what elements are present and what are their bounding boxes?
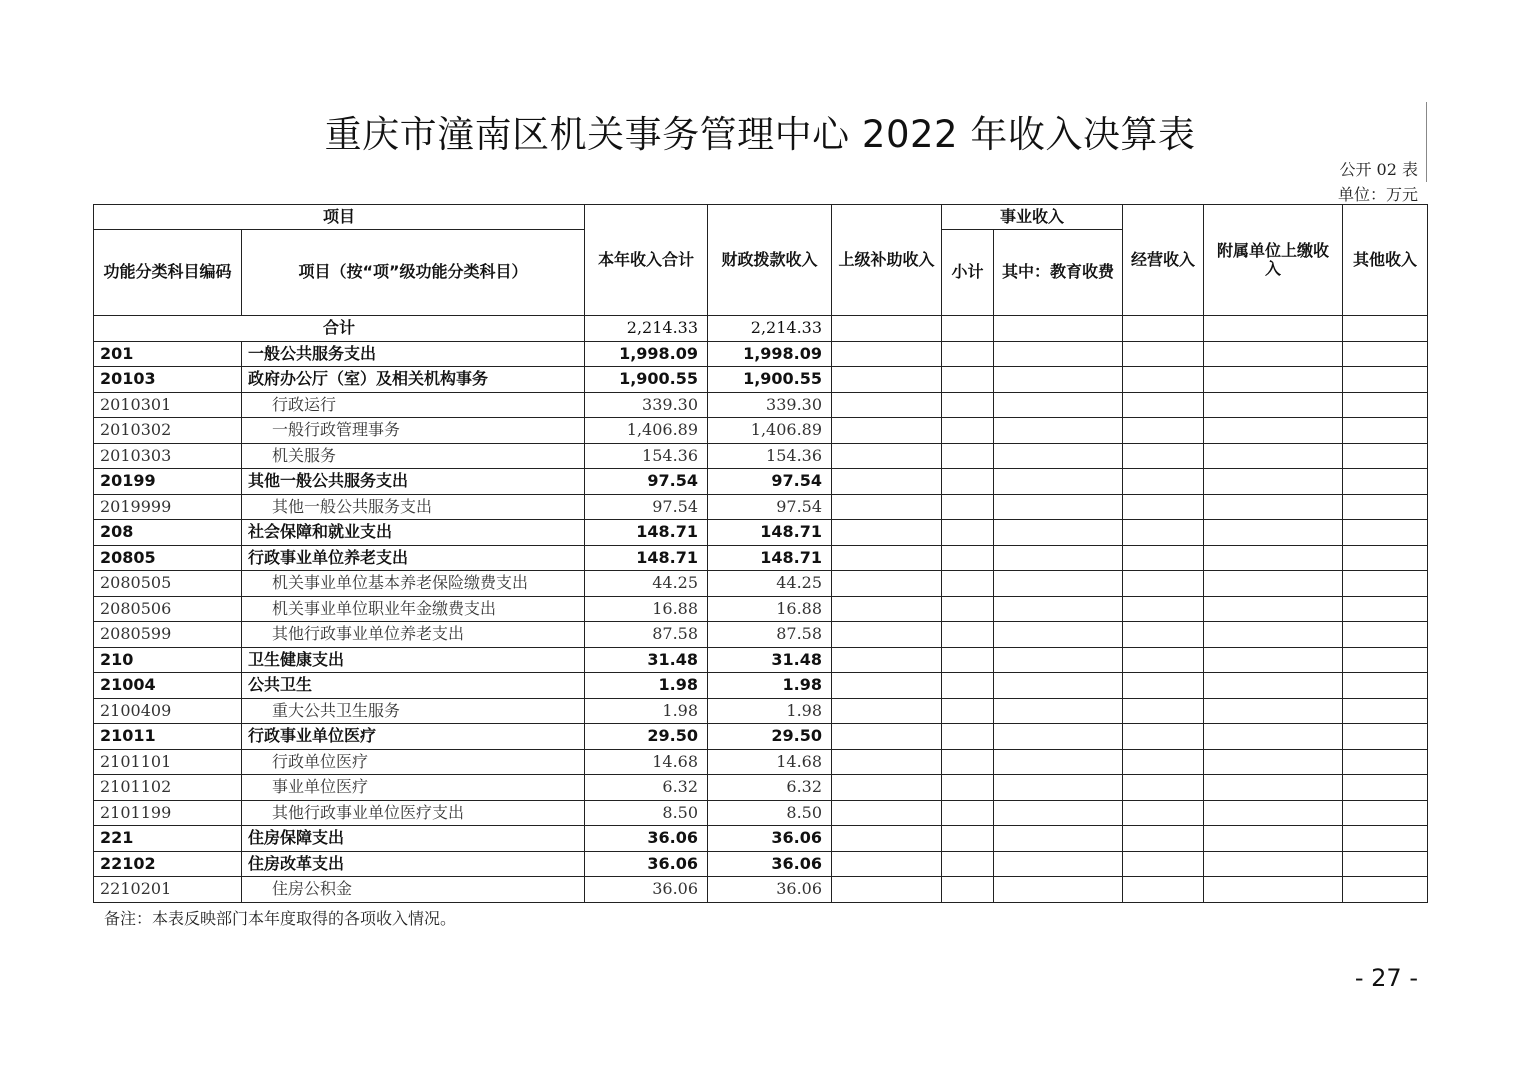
row-name: 行政事业单位养老支出 <box>242 545 585 571</box>
footnote: 备注：本表反映部门本年度取得的各项收入情况。 <box>104 909 457 928</box>
table-row <box>94 418 1428 444</box>
empty-cell <box>1343 826 1428 852</box>
row-total: 97.54 <box>585 469 708 495</box>
row-name: 住房保障支出 <box>242 826 585 852</box>
empty-cell <box>942 571 994 597</box>
header-affiliated: 附属单位上缴收入 <box>1204 205 1343 316</box>
empty-cell <box>994 800 1123 826</box>
empty-cell <box>1204 571 1343 597</box>
row-total: 16.88 <box>585 596 708 622</box>
row-total: 44.25 <box>585 571 708 597</box>
row-fiscal: 44.25 <box>708 571 832 597</box>
empty-cell <box>994 443 1123 469</box>
row-fiscal: 36.06 <box>708 851 832 877</box>
row-fiscal: 97.54 <box>708 494 832 520</box>
empty-cell <box>994 520 1123 546</box>
empty-cell <box>1343 520 1428 546</box>
empty-cell <box>1123 622 1204 648</box>
row-fiscal: 1,900.55 <box>708 367 832 393</box>
row-fiscal: 16.88 <box>708 596 832 622</box>
row-fiscal: 97.54 <box>708 469 832 495</box>
empty-cell <box>1123 775 1204 801</box>
empty-cell <box>994 545 1123 571</box>
row-name: 一般公共服务支出 <box>242 341 585 367</box>
row-total: 1,406.89 <box>585 418 708 444</box>
page-number: - 27 - <box>1354 964 1418 992</box>
empty-cell <box>942 877 994 903</box>
empty-cell <box>942 622 994 648</box>
empty-cell <box>832 826 942 852</box>
row-code: 21004 <box>94 673 242 699</box>
table-row <box>94 367 1428 393</box>
empty-cell <box>1343 749 1428 775</box>
empty-cell <box>942 545 994 571</box>
row-code: 2010302 <box>94 418 242 444</box>
empty-cell <box>1123 698 1204 724</box>
empty-cell <box>1204 698 1343 724</box>
row-total: 154.36 <box>585 443 708 469</box>
row-code: 2019999 <box>94 494 242 520</box>
row-code: 2080505 <box>94 571 242 597</box>
row-fiscal: 14.68 <box>708 749 832 775</box>
row-code: 208 <box>94 520 242 546</box>
empty-cell <box>1123 545 1204 571</box>
empty-cell <box>994 851 1123 877</box>
header-subtotal: 小计 <box>942 230 994 316</box>
empty-cell <box>942 392 994 418</box>
unit-label: 单位：万元 <box>1337 185 1418 204</box>
header-fiscal: 财政拨款收入 <box>708 205 832 316</box>
empty-cell <box>1343 851 1428 877</box>
empty-cell <box>1123 800 1204 826</box>
row-name: 其他一般公共服务支出 <box>242 494 585 520</box>
total-label: 合计 <box>94 316 585 342</box>
empty-cell <box>1343 673 1428 699</box>
empty-cell <box>994 647 1123 673</box>
header-item-group: 项目 <box>94 205 585 230</box>
row-fiscal: 148.71 <box>708 545 832 571</box>
empty-cell <box>994 724 1123 750</box>
empty-cell <box>942 851 994 877</box>
table-row <box>94 622 1428 648</box>
empty-cell <box>832 596 942 622</box>
empty-cell <box>1343 443 1428 469</box>
table-number: 公开 02 表 <box>1339 160 1418 179</box>
row-fiscal: 36.06 <box>708 826 832 852</box>
row-total: 36.06 <box>585 826 708 852</box>
empty-cell <box>1204 851 1343 877</box>
empty-cell <box>942 596 994 622</box>
row-total: 1,998.09 <box>585 341 708 367</box>
row-name: 事业单位医疗 <box>242 775 585 801</box>
empty-cell <box>994 775 1123 801</box>
empty-cell <box>942 418 994 444</box>
empty-cell <box>1123 494 1204 520</box>
table-row <box>94 826 1428 852</box>
empty-cell <box>1123 418 1204 444</box>
empty-cell <box>1343 571 1428 597</box>
row-fiscal: 36.06 <box>708 877 832 903</box>
row-fiscal: 6.32 <box>708 775 832 801</box>
row-name: 其他一般公共服务支出 <box>242 469 585 495</box>
row-name: 重大公共卫生服务 <box>242 698 585 724</box>
empty-cell <box>994 749 1123 775</box>
table-row <box>94 851 1428 877</box>
row-fiscal: 29.50 <box>708 724 832 750</box>
income-table <box>93 204 1428 903</box>
empty-cell <box>994 571 1123 597</box>
empty-cell <box>1343 800 1428 826</box>
empty-cell <box>832 724 942 750</box>
page-title: 重庆市潼南区机关事务管理中心 2022 年收入决算表 <box>324 113 1196 156</box>
empty-cell <box>1204 494 1343 520</box>
table-row <box>94 443 1428 469</box>
empty-cell <box>1123 724 1204 750</box>
row-fiscal: 148.71 <box>708 520 832 546</box>
empty-cell <box>832 469 942 495</box>
empty-cell <box>1343 469 1428 495</box>
empty-cell <box>994 494 1123 520</box>
row-code: 2010301 <box>94 392 242 418</box>
row-code: 201 <box>94 341 242 367</box>
header-total: 本年收入合计 <box>585 205 708 316</box>
row-fiscal: 1,998.09 <box>708 341 832 367</box>
row-total: 87.58 <box>585 622 708 648</box>
table-row <box>94 545 1428 571</box>
row-fiscal: 339.30 <box>708 392 832 418</box>
header-education: 其中：教育收费 <box>994 230 1123 316</box>
row-fiscal: 1.98 <box>708 673 832 699</box>
empty-cell <box>1343 418 1428 444</box>
header-name: 项目（按“项”级功能分类科目） <box>242 230 585 316</box>
table-row <box>94 877 1428 903</box>
empty-cell <box>1123 571 1204 597</box>
total-fiscal: 2,214.33 <box>708 316 832 342</box>
empty-cell <box>942 443 994 469</box>
empty-cell <box>942 469 994 495</box>
row-code: 20805 <box>94 545 242 571</box>
row-total: 148.71 <box>585 520 708 546</box>
header-business-group: 事业收入 <box>942 205 1123 230</box>
empty-cell <box>942 826 994 852</box>
empty-cell <box>1123 367 1204 393</box>
empty-cell <box>1123 647 1204 673</box>
empty-cell <box>1123 341 1204 367</box>
empty-cell <box>994 698 1123 724</box>
row-name: 机关服务 <box>242 443 585 469</box>
empty-cell <box>1123 826 1204 852</box>
empty-cell <box>832 392 942 418</box>
row-code: 2080506 <box>94 596 242 622</box>
empty-cell <box>1343 596 1428 622</box>
row-total: 36.06 <box>585 877 708 903</box>
table-row <box>94 571 1428 597</box>
row-code: 2010303 <box>94 443 242 469</box>
row-code: 22102 <box>94 851 242 877</box>
row-name: 行政单位医疗 <box>242 749 585 775</box>
empty-cell <box>942 673 994 699</box>
empty-cell <box>1343 622 1428 648</box>
table-row <box>94 673 1428 699</box>
row-name: 公共卫生 <box>242 673 585 699</box>
row-code: 21011 <box>94 724 242 750</box>
row-total: 1.98 <box>585 698 708 724</box>
empty-cell <box>832 775 942 801</box>
empty-cell <box>1123 596 1204 622</box>
row-name: 其他行政事业单位养老支出 <box>242 622 585 648</box>
row-total: 1.98 <box>585 673 708 699</box>
row-code: 2100409 <box>94 698 242 724</box>
row-name: 行政事业单位医疗 <box>242 724 585 750</box>
empty-cell <box>1123 673 1204 699</box>
empty-cell <box>832 851 942 877</box>
row-name: 机关事业单位基本养老保险缴费支出 <box>242 571 585 597</box>
empty-cell <box>1204 622 1343 648</box>
row-code: 20103 <box>94 367 242 393</box>
empty-cell <box>1204 749 1343 775</box>
empty-cell <box>1123 749 1204 775</box>
total-income: 2,214.33 <box>585 316 708 342</box>
empty-cell <box>1343 545 1428 571</box>
empty-cell <box>1343 341 1428 367</box>
header-other: 其他收入 <box>1343 205 1428 316</box>
total-row <box>94 316 1428 342</box>
empty-cell <box>994 392 1123 418</box>
table-row <box>94 724 1428 750</box>
empty-cell <box>1123 469 1204 495</box>
row-code: 2210201 <box>94 877 242 903</box>
row-name: 住房公积金 <box>242 877 585 903</box>
empty-cell <box>832 749 942 775</box>
empty-cell <box>1343 647 1428 673</box>
table-row <box>94 698 1428 724</box>
empty-cell <box>1204 877 1343 903</box>
empty-cell <box>1204 545 1343 571</box>
empty-cell <box>1343 775 1428 801</box>
empty-cell <box>994 418 1123 444</box>
row-name: 机关事业单位职业年金缴费支出 <box>242 596 585 622</box>
row-name: 一般行政管理事务 <box>242 418 585 444</box>
empty-cell <box>994 673 1123 699</box>
empty-cell <box>1123 392 1204 418</box>
empty-cell <box>1204 469 1343 495</box>
row-total: 8.50 <box>585 800 708 826</box>
empty-cell <box>994 341 1123 367</box>
empty-cell <box>942 775 994 801</box>
table-row <box>94 800 1428 826</box>
empty-cell <box>832 800 942 826</box>
empty-cell <box>1204 392 1343 418</box>
table-row <box>94 494 1428 520</box>
empty-cell <box>1204 367 1343 393</box>
header-operating: 经营收入 <box>1123 205 1204 316</box>
empty-cell <box>1204 647 1343 673</box>
empty-cell <box>942 494 994 520</box>
row-total: 97.54 <box>585 494 708 520</box>
empty-cell <box>1123 443 1204 469</box>
empty-cell <box>832 494 942 520</box>
empty-cell <box>832 698 942 724</box>
row-total: 6.32 <box>585 775 708 801</box>
empty-cell <box>832 622 942 648</box>
row-code: 2101101 <box>94 749 242 775</box>
table-row <box>94 647 1428 673</box>
empty-cell <box>1204 596 1343 622</box>
empty-cell <box>994 622 1123 648</box>
empty-cell <box>1204 673 1343 699</box>
row-name: 其他行政事业单位医疗支出 <box>242 800 585 826</box>
empty-cell <box>942 724 994 750</box>
row-total: 148.71 <box>585 545 708 571</box>
table-row <box>94 341 1428 367</box>
row-total: 1,900.55 <box>585 367 708 393</box>
table-row <box>94 749 1428 775</box>
empty-cell <box>942 367 994 393</box>
empty-cell <box>1343 877 1428 903</box>
row-name: 政府办公厅（室）及相关机构事务 <box>242 367 585 393</box>
empty-cell <box>994 826 1123 852</box>
header-code: 功能分类科目编码 <box>94 230 242 316</box>
empty-cell <box>1343 494 1428 520</box>
row-code: 210 <box>94 647 242 673</box>
empty-cell <box>1343 392 1428 418</box>
row-fiscal: 87.58 <box>708 622 832 648</box>
empty-cell <box>832 367 942 393</box>
table-row <box>94 469 1428 495</box>
empty-cell <box>1343 698 1428 724</box>
empty-cell <box>1204 826 1343 852</box>
empty-cell <box>1343 724 1428 750</box>
empty-cell <box>1204 800 1343 826</box>
empty-cell <box>942 698 994 724</box>
empty-cell <box>942 800 994 826</box>
empty-cell <box>1204 724 1343 750</box>
empty-cell <box>942 749 994 775</box>
row-code: 2101199 <box>94 800 242 826</box>
empty-cell <box>1204 443 1343 469</box>
empty-cell <box>942 341 994 367</box>
row-total: 31.48 <box>585 647 708 673</box>
empty-cell <box>832 877 942 903</box>
row-name: 住房改革支出 <box>242 851 585 877</box>
row-name: 社会保障和就业支出 <box>242 520 585 546</box>
header-superior: 上级补助收入 <box>832 205 942 316</box>
table-row <box>94 775 1428 801</box>
row-code: 2080599 <box>94 622 242 648</box>
row-fiscal: 1.98 <box>708 698 832 724</box>
empty-cell <box>1204 520 1343 546</box>
row-code: 221 <box>94 826 242 852</box>
row-total: 29.50 <box>585 724 708 750</box>
empty-cell <box>942 520 994 546</box>
empty-cell <box>942 647 994 673</box>
empty-cell <box>832 443 942 469</box>
row-code: 20199 <box>94 469 242 495</box>
row-total: 339.30 <box>585 392 708 418</box>
empty-cell <box>832 571 942 597</box>
empty-cell <box>1204 341 1343 367</box>
row-total: 36.06 <box>585 851 708 877</box>
row-fiscal: 31.48 <box>708 647 832 673</box>
empty-cell <box>832 341 942 367</box>
row-code: 2101102 <box>94 775 242 801</box>
empty-cell <box>994 877 1123 903</box>
empty-cell <box>1343 367 1428 393</box>
empty-cell <box>832 545 942 571</box>
empty-cell <box>994 367 1123 393</box>
row-fiscal: 1,406.89 <box>708 418 832 444</box>
empty-cell <box>994 596 1123 622</box>
table-row <box>94 596 1428 622</box>
row-name: 卫生健康支出 <box>242 647 585 673</box>
row-total: 14.68 <box>585 749 708 775</box>
empty-cell <box>1123 520 1204 546</box>
row-name: 行政运行 <box>242 392 585 418</box>
row-fiscal: 8.50 <box>708 800 832 826</box>
empty-cell <box>1123 851 1204 877</box>
empty-cell <box>832 673 942 699</box>
table-row <box>94 392 1428 418</box>
empty-cell <box>832 418 942 444</box>
empty-cell <box>832 520 942 546</box>
empty-cell <box>994 469 1123 495</box>
empty-cell <box>1204 775 1343 801</box>
empty-cell <box>832 647 942 673</box>
empty-cell <box>1123 877 1204 903</box>
empty-cell <box>1204 418 1343 444</box>
row-fiscal: 154.36 <box>708 443 832 469</box>
table-row <box>94 520 1428 546</box>
